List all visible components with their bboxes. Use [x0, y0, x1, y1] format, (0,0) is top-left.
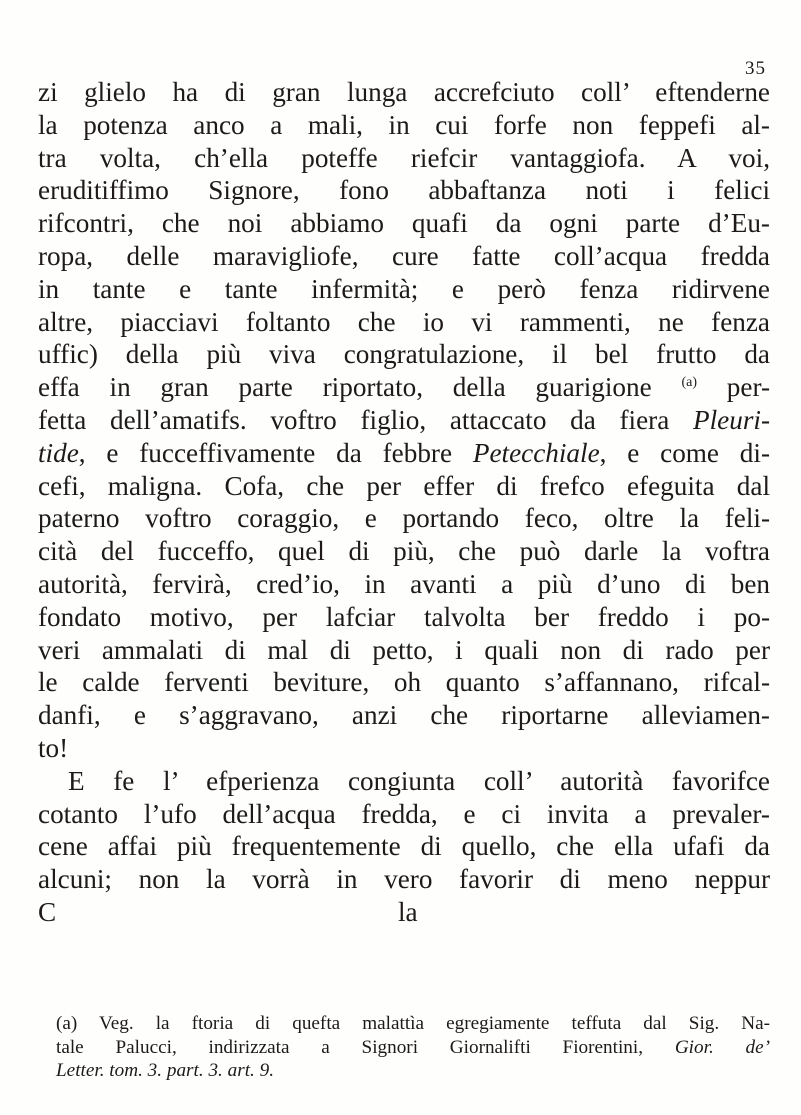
text-line: uffic) della più viva congratulazione, il bel frutto da [38, 339, 770, 370]
text-line: ropa, delle maravigliofe, cure fatte coll’acqua fredda [38, 240, 770, 271]
text-line: tra volta, ch’ella poteffe riefcir vantaggiofa. A voi, [38, 142, 770, 173]
text-line: alcuni; non la vorrà in vero favorir di meno neppur [38, 864, 770, 895]
italic-term: Petecchiale [472, 437, 600, 468]
italic-term: tide [38, 437, 79, 468]
text-line: altre, piacciavi foltanto che io vi rammenti, ne fenza [38, 306, 770, 337]
signature-mark: C [38, 896, 57, 927]
footnote-line: Letter. tom. 3. part. 3. art. 9. [56, 1060, 275, 1082]
text-line [38, 437, 770, 470]
text-line: E fe l’ efperienza congiunta coll’ autorità favorifce [68, 765, 770, 796]
catchword: la [398, 896, 418, 927]
footnote-reference: (a) [681, 375, 697, 391]
footnote-italic: Gior. de’ [674, 1036, 771, 1058]
body-text [38, 76, 770, 929]
text-line: la potenza anco a mali, in cui forfe non feppefi al- [38, 109, 770, 140]
text-line: autorità, fervirà, cred’io, in avanti a più d’uno di ben [38, 568, 770, 599]
text-line: cene affai più frequentemente di quello, che ella ufafi da [38, 831, 770, 862]
text-line [38, 371, 770, 404]
text-segment: , e fucceffivamente da febbre [78, 437, 453, 468]
text-line: cotanto l’ufo dell’acqua fredda, e ci invita a prevaler- [38, 798, 770, 829]
text-segment: per- [726, 372, 771, 403]
text-line: le calde ferventi beviture, oh quanto s’affannano, rifcal- [38, 667, 770, 698]
footnote-segment: tale Palucci, indirizzata a Signori Giornalifti Fiorentini, [56, 1036, 644, 1058]
text-line: eruditiffimo Signore, fono abbaftanza noti i felici [38, 175, 770, 206]
page-number: 35 [745, 58, 766, 79]
text-line: cità del fucceffo, quel di più, che può darle la voftra [38, 536, 770, 567]
text-line: veri ammalati di mal di petto, i quali non di rado per [38, 634, 770, 665]
text-line [38, 404, 770, 437]
text-segment: , e come di- [599, 437, 770, 468]
footnote-line [56, 1036, 770, 1060]
text-line: to! [38, 732, 69, 763]
signature-line [38, 896, 770, 929]
footnote-line: (a) Veg. la ftoria di quefta malattìa egregiamente teffuta dal Sig. Na- [56, 1013, 770, 1034]
text-line: cefi, maligna. Cofa, che per effer di frefco efeguita dal [38, 470, 770, 501]
text-line: rifcontri, che noi abbiamo quafi da ogni parte d’Eu- [38, 208, 770, 239]
text-line: danfi, e s’aggravano, anzi che riportarne alleviamen- [38, 700, 770, 731]
footnote [56, 1012, 770, 1083]
text-line: paterno voftro coraggio, e portando feco, oltre la feli- [38, 503, 770, 534]
italic-term: Pleuri- [693, 404, 771, 435]
text-line: fondato motivo, per lafciar talvolta ber freddo i po- [38, 601, 770, 632]
text-segment: fetta dell’amatifs. voftro figlio, attaccato da fiera [38, 404, 670, 435]
text-segment: effa in gran parte riportato, della guarigione [38, 372, 652, 403]
text-line: zi glielo ha di gran lunga accrefciuto coll’ eftenderne [38, 77, 770, 107]
text-line: in tante e tante infermità; e però fenza ridirvene [38, 273, 770, 304]
